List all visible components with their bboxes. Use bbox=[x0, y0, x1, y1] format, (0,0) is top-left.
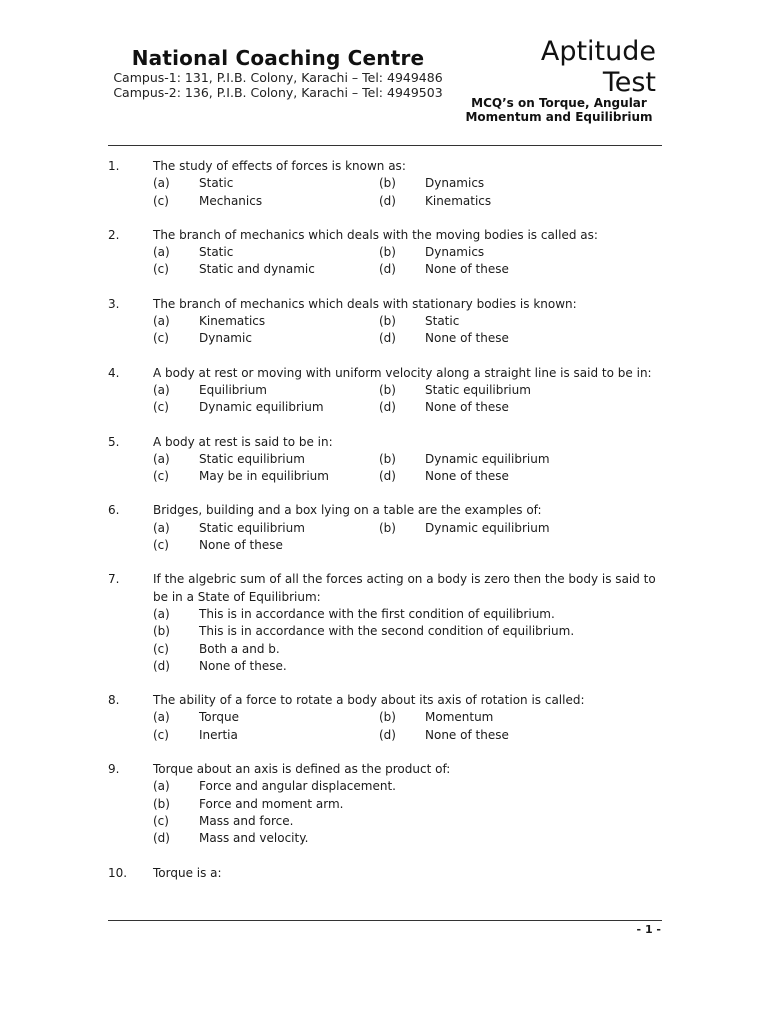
question-number: 4. bbox=[108, 365, 120, 380]
option-text: Mass and force. bbox=[199, 813, 294, 828]
option-text: Static equilibrium bbox=[425, 382, 531, 397]
answer-option bbox=[379, 468, 605, 485]
answer-option bbox=[153, 796, 343, 813]
question-text: Bridges, building and a box lying on a table are the examples of: bbox=[153, 503, 542, 518]
option-text: None of these bbox=[425, 727, 509, 742]
option-label: (d) bbox=[379, 727, 396, 742]
option-row bbox=[108, 778, 668, 795]
question-text: A body at rest or moving with uniform velocity along a straight line is said to be in: bbox=[153, 365, 652, 380]
answer-option bbox=[379, 451, 605, 468]
answer-option bbox=[153, 330, 379, 347]
answer-option bbox=[153, 537, 379, 554]
question-item bbox=[108, 365, 668, 417]
option-row bbox=[108, 796, 668, 813]
question-item bbox=[108, 227, 668, 279]
option-row bbox=[108, 623, 668, 640]
option-text: Momentum bbox=[425, 710, 494, 725]
option-label: (a) bbox=[153, 245, 170, 260]
option-text: Mass and velocity. bbox=[199, 831, 309, 846]
option-row bbox=[108, 330, 668, 347]
option-row bbox=[108, 451, 668, 468]
test-title-block bbox=[436, 36, 656, 98]
answer-option bbox=[153, 261, 379, 278]
answer-option bbox=[379, 193, 605, 210]
question-stem bbox=[108, 692, 668, 709]
question-number: 6. bbox=[108, 503, 120, 518]
option-row bbox=[108, 641, 668, 658]
option-text: Static equilibrium bbox=[199, 451, 305, 466]
question-stem bbox=[108, 227, 668, 244]
answer-option bbox=[153, 709, 379, 726]
question-stem bbox=[108, 365, 668, 382]
answer-option bbox=[379, 244, 605, 261]
question-stem bbox=[108, 502, 668, 519]
option-label: (b) bbox=[379, 710, 396, 725]
question-item bbox=[108, 158, 668, 210]
option-label: (c) bbox=[153, 813, 169, 828]
option-label: (a) bbox=[153, 382, 170, 397]
option-label: (b) bbox=[379, 520, 396, 535]
campus-2-address: Campus-2: 136, P.I.B. Colony, Karachi – Tel: 4949503 bbox=[113, 85, 443, 100]
option-text: This is in accordance with the first condition of equilibrium. bbox=[199, 606, 555, 621]
option-text: None of these bbox=[425, 262, 509, 277]
option-label: (b) bbox=[379, 176, 396, 191]
answer-option bbox=[153, 778, 396, 795]
answer-option bbox=[153, 313, 379, 330]
option-row bbox=[108, 606, 668, 623]
answer-option bbox=[153, 468, 379, 485]
question-item bbox=[108, 502, 668, 554]
answer-option bbox=[153, 641, 280, 658]
option-label: (d) bbox=[379, 469, 396, 484]
option-text: Dynamics bbox=[425, 176, 485, 191]
option-label: (b) bbox=[379, 245, 396, 260]
organization-name: National Coaching Centre bbox=[131, 46, 425, 70]
option-text: None of these bbox=[425, 400, 509, 415]
option-text: None of these bbox=[425, 469, 509, 484]
answer-option bbox=[379, 382, 605, 399]
option-label: (b) bbox=[379, 382, 396, 397]
option-label: (d) bbox=[379, 331, 396, 346]
answer-option bbox=[153, 451, 379, 468]
question-text: The branch of mechanics which deals with stationary bodies is known: bbox=[153, 296, 577, 311]
option-label: (a) bbox=[153, 314, 170, 329]
question-number: 9. bbox=[108, 762, 120, 777]
option-row bbox=[108, 830, 668, 847]
option-text: Static bbox=[199, 245, 234, 260]
answer-option bbox=[379, 175, 605, 192]
option-row bbox=[108, 658, 668, 675]
option-text: Equilibrium bbox=[199, 382, 267, 397]
option-row bbox=[108, 813, 668, 830]
option-row bbox=[108, 399, 668, 416]
test-title-line-2: Test bbox=[602, 67, 656, 98]
question-item bbox=[108, 692, 668, 744]
question-item bbox=[108, 434, 668, 486]
question-text: Torque about an axis is defined as the product of: bbox=[153, 762, 451, 777]
question-item bbox=[108, 865, 668, 882]
answer-option bbox=[153, 658, 287, 675]
option-row bbox=[108, 520, 668, 537]
option-row bbox=[108, 537, 668, 554]
answer-option bbox=[153, 175, 379, 192]
answer-option bbox=[153, 623, 574, 640]
option-text: Dynamic equilibrium bbox=[425, 451, 550, 466]
option-row bbox=[108, 261, 668, 278]
option-label: (b) bbox=[153, 796, 170, 811]
question-stem bbox=[108, 296, 668, 313]
option-text: None of these. bbox=[199, 658, 287, 673]
answer-option bbox=[153, 520, 379, 537]
option-label: (b) bbox=[379, 451, 396, 466]
option-text: Static bbox=[425, 314, 460, 329]
option-label: (d) bbox=[153, 658, 170, 673]
question-list bbox=[108, 158, 668, 899]
option-text: Dynamic equilibrium bbox=[425, 520, 550, 535]
question-stem bbox=[108, 158, 668, 175]
option-text: This is in accordance with the second condition of equilibrium. bbox=[199, 624, 575, 639]
option-row bbox=[108, 382, 668, 399]
option-text: Static equilibrium bbox=[199, 520, 305, 535]
answer-option bbox=[379, 520, 605, 537]
option-text: Mechanics bbox=[199, 193, 263, 208]
question-text: The ability of a force to rotate a body about its axis of rotation is called: bbox=[153, 693, 585, 708]
question-stem bbox=[108, 571, 668, 606]
option-label: (c) bbox=[153, 400, 169, 415]
option-text: Force and moment arm. bbox=[199, 796, 344, 811]
option-row bbox=[108, 193, 668, 210]
option-row bbox=[108, 244, 668, 261]
question-item bbox=[108, 571, 668, 675]
option-label: (d) bbox=[379, 400, 396, 415]
option-label: (a) bbox=[153, 606, 170, 621]
question-text: Torque is a: bbox=[153, 865, 222, 880]
option-text: Kinematics bbox=[425, 193, 492, 208]
option-label: (a) bbox=[153, 451, 170, 466]
option-text: Static bbox=[199, 176, 234, 191]
option-text: Force and angular displacement. bbox=[199, 779, 396, 794]
answer-option bbox=[153, 830, 308, 847]
question-number: 2. bbox=[108, 227, 120, 242]
test-subtitle: MCQ’s on Torque, Angular Momentum and Equilibrium bbox=[465, 96, 653, 124]
answer-option bbox=[153, 813, 293, 830]
page-number: - 1 - bbox=[636, 923, 661, 936]
option-label: (c) bbox=[153, 641, 169, 656]
option-text: Static and dynamic bbox=[199, 262, 315, 277]
option-label: (c) bbox=[153, 331, 169, 346]
option-label: (a) bbox=[153, 520, 170, 535]
option-label: (c) bbox=[153, 727, 169, 742]
option-row bbox=[108, 468, 668, 485]
option-text: Both a and b. bbox=[199, 641, 280, 656]
option-label: (a) bbox=[153, 710, 170, 725]
option-label: (c) bbox=[153, 469, 169, 484]
option-label: (d) bbox=[379, 262, 396, 277]
answer-option bbox=[379, 709, 605, 726]
option-row bbox=[108, 709, 668, 726]
option-text: None of these bbox=[199, 538, 283, 553]
option-label: (a) bbox=[153, 176, 170, 191]
option-text: Inertia bbox=[199, 727, 238, 742]
option-label: (c) bbox=[153, 262, 169, 277]
test-title-line-1: Aptitude bbox=[540, 36, 656, 67]
answer-option bbox=[379, 330, 605, 347]
answer-option bbox=[153, 193, 379, 210]
option-label: (b) bbox=[153, 624, 170, 639]
question-stem bbox=[108, 761, 668, 778]
option-label: (c) bbox=[153, 193, 169, 208]
question-number: 1. bbox=[108, 159, 120, 173]
question-item bbox=[108, 296, 668, 348]
option-text: Torque bbox=[199, 710, 239, 725]
option-row bbox=[108, 727, 668, 744]
question-text: If the algebric sum of all the forces acting on a body is zero then the body is said to be in a State of Equilibrium: bbox=[153, 572, 656, 604]
answer-option bbox=[153, 382, 379, 399]
option-text: Dynamic bbox=[199, 331, 252, 346]
answer-option bbox=[153, 606, 555, 623]
question-text: A body at rest is said to be in: bbox=[153, 434, 333, 449]
option-label: (a) bbox=[153, 779, 170, 794]
footer-divider bbox=[108, 920, 662, 921]
option-label: (c) bbox=[153, 538, 169, 553]
answer-option bbox=[153, 727, 379, 744]
question-number: 3. bbox=[108, 296, 120, 311]
answer-option bbox=[379, 399, 605, 416]
header-divider bbox=[108, 145, 662, 146]
option-row bbox=[108, 313, 668, 330]
question-number: 7. bbox=[108, 572, 120, 587]
option-text: None of these bbox=[425, 331, 509, 346]
option-text: Kinematics bbox=[199, 314, 266, 329]
question-text: The branch of mechanics which deals with the moving bodies is called as: bbox=[153, 227, 598, 242]
campus-1-address: Campus-1: 131, P.I.B. Colony, Karachi – Tel: 4949486 bbox=[113, 70, 443, 85]
option-text: Dynamic equilibrium bbox=[199, 400, 324, 415]
question-number: 8. bbox=[108, 693, 120, 708]
answer-option bbox=[379, 261, 605, 278]
question-stem bbox=[108, 865, 668, 882]
question-number: 10. bbox=[108, 865, 128, 880]
answer-option bbox=[153, 244, 379, 261]
document-header bbox=[108, 0, 662, 146]
question-number: 5. bbox=[108, 434, 120, 449]
answer-option bbox=[153, 399, 379, 416]
question-item bbox=[108, 761, 668, 847]
question-stem bbox=[108, 434, 668, 451]
question-text: The study of effects of forces is known as: bbox=[153, 159, 406, 173]
answer-option bbox=[379, 727, 605, 744]
answer-option bbox=[379, 313, 605, 330]
option-label: (b) bbox=[379, 314, 396, 329]
option-row bbox=[108, 175, 668, 192]
option-text: Dynamics bbox=[425, 245, 485, 260]
option-label: (d) bbox=[379, 193, 396, 208]
option-label: (d) bbox=[153, 831, 170, 846]
option-text: May be in equilibrium bbox=[199, 469, 329, 484]
organization-block bbox=[108, 46, 448, 100]
